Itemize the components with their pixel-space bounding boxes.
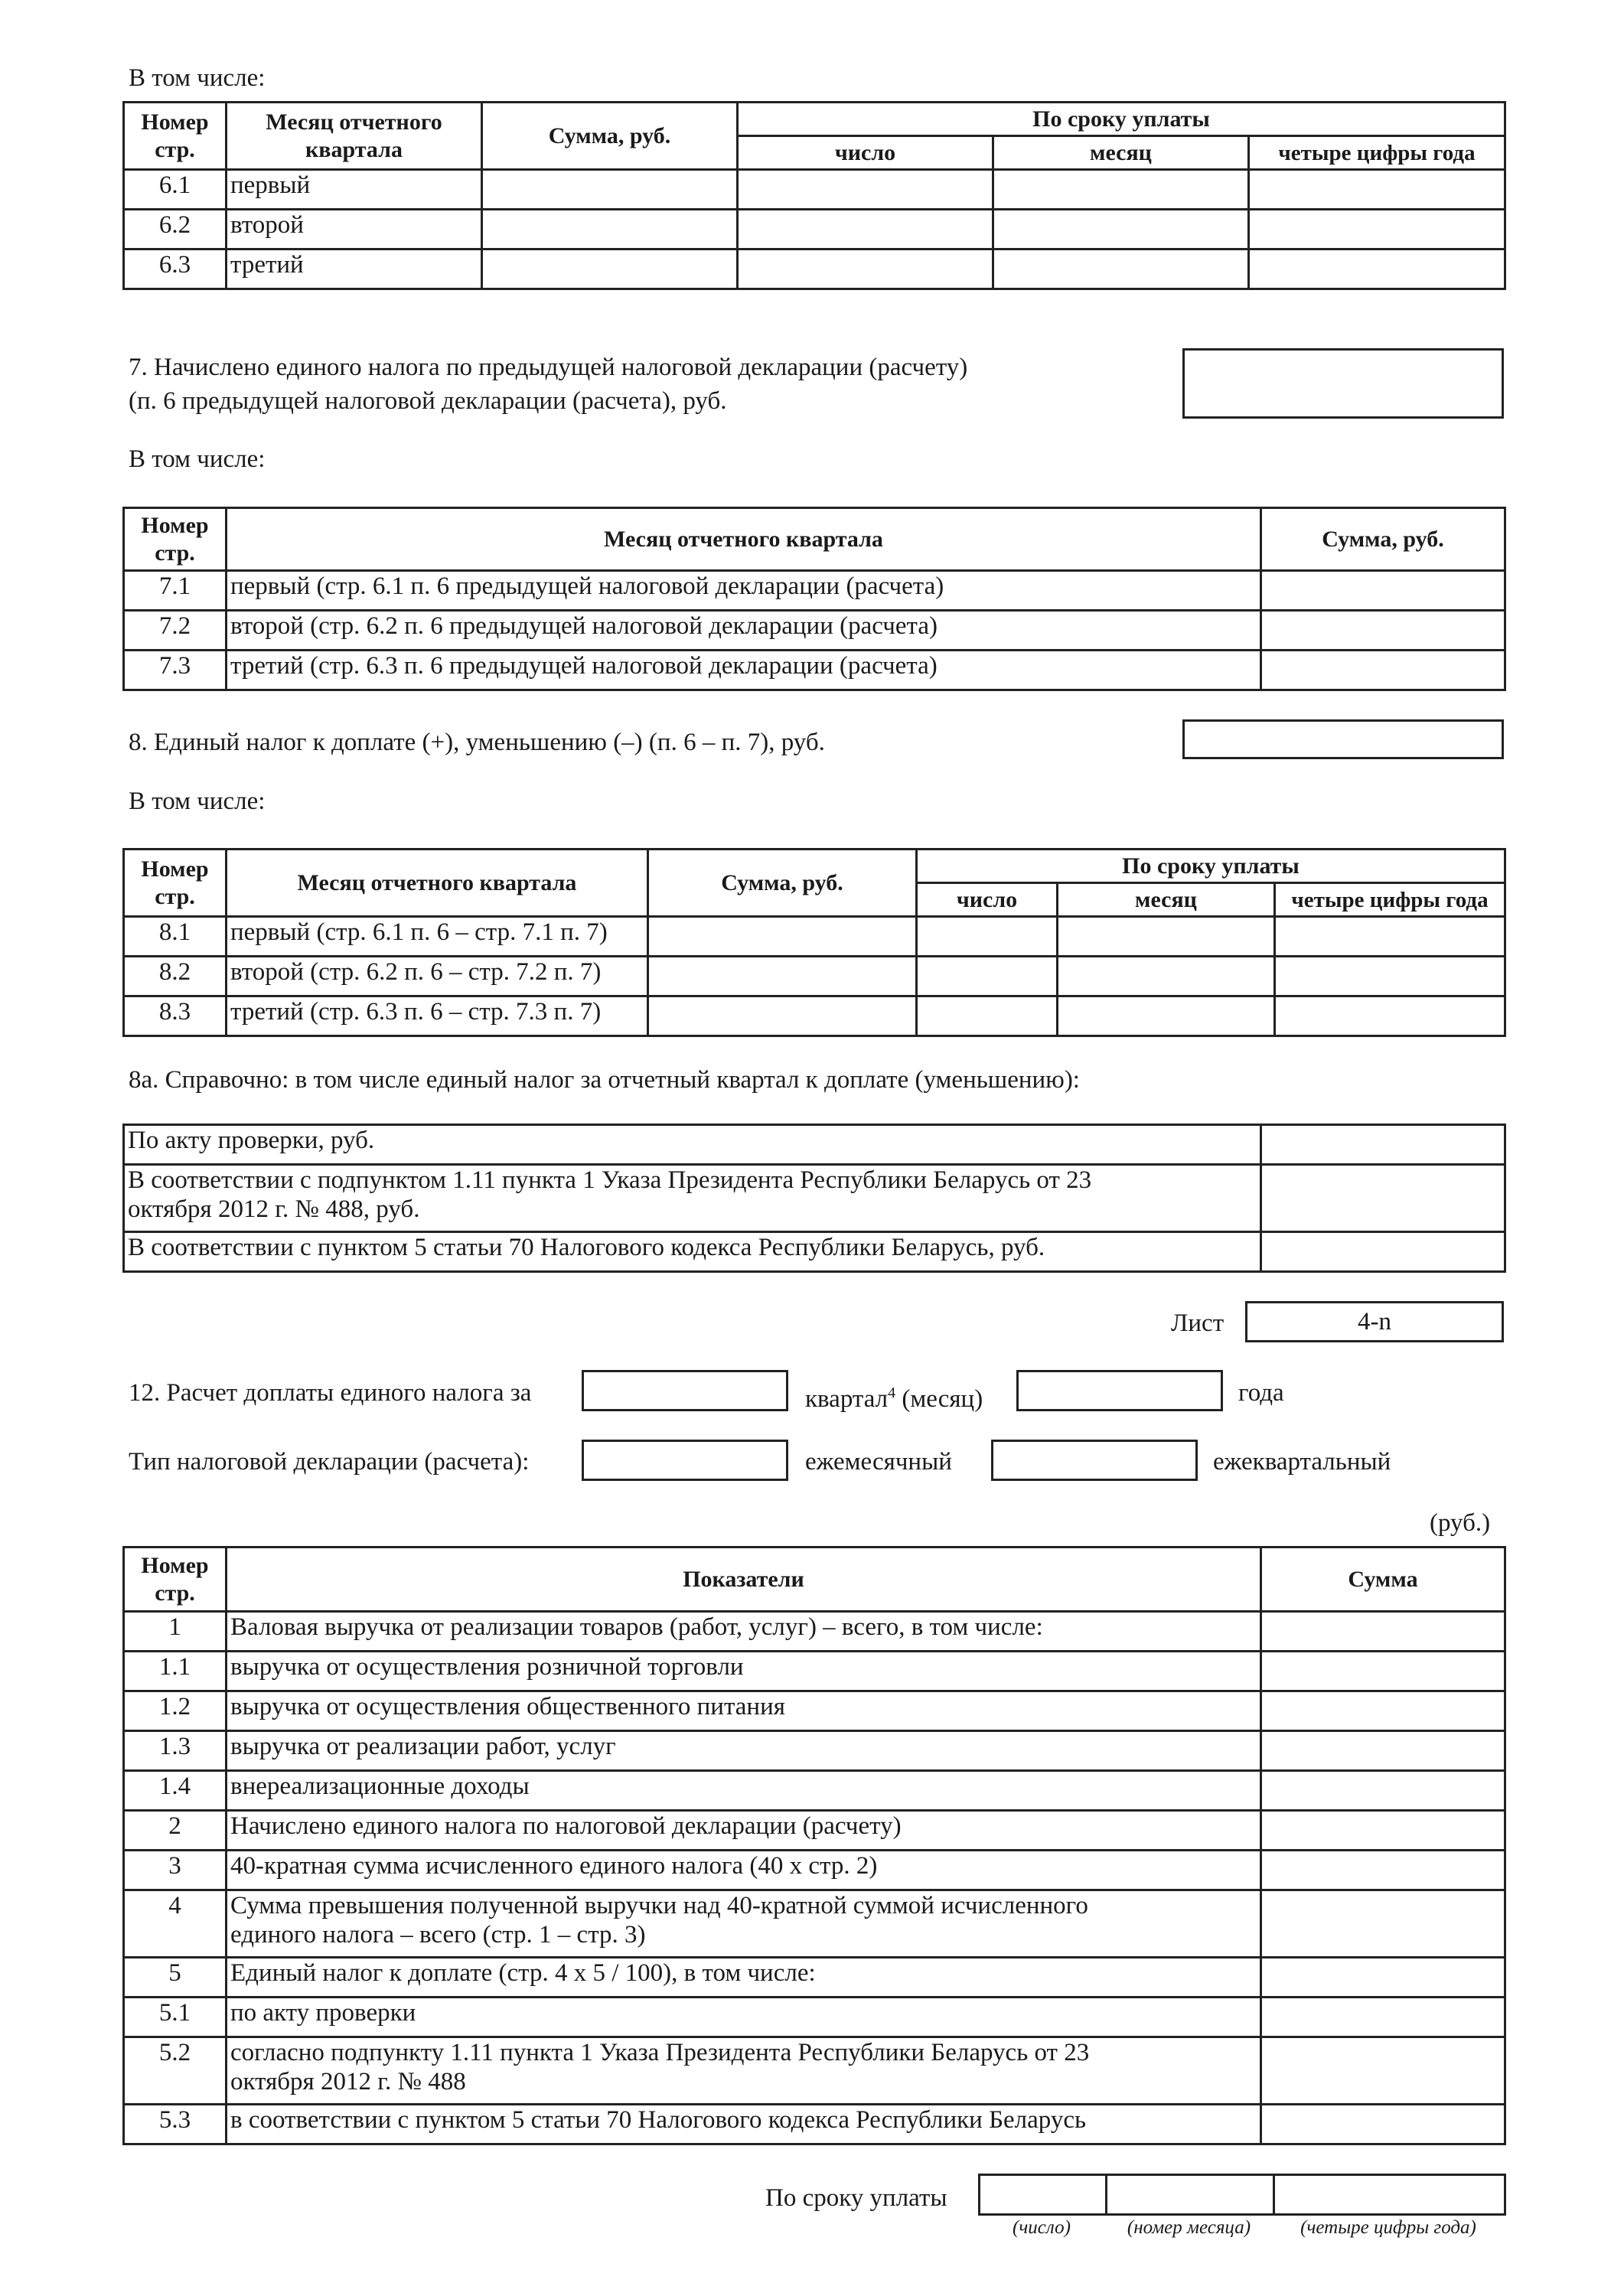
header-mon: месяц <box>1058 883 1275 917</box>
header-year: четыре цифры года <box>1249 136 1505 170</box>
monthly-checkbox[interactable] <box>582 1440 788 1481</box>
sum-cell[interactable] <box>1261 1652 1505 1691</box>
section6-incl-label: В том числе: <box>129 64 266 92</box>
row-num: 5.1 <box>124 1998 227 2037</box>
sum-cell[interactable] <box>1261 611 1505 651</box>
row-num: 5.2 <box>124 2037 227 2105</box>
row-num: 7.3 <box>124 651 227 690</box>
row-num: 5 <box>124 1958 227 1998</box>
sum-cell[interactable] <box>1261 1851 1505 1890</box>
section7-total-field[interactable] <box>1182 348 1504 419</box>
month-cell[interactable] <box>993 249 1249 289</box>
header-sum: Сумма, руб. <box>482 103 738 170</box>
section8a-table <box>122 1124 1506 1273</box>
header-month: Месяц отчетного квартала <box>227 508 1261 571</box>
unit-label: (руб.) <box>1430 1509 1491 1537</box>
row-num: 7.1 <box>124 571 227 611</box>
day-cell[interactable] <box>738 170 993 210</box>
section7-table <box>122 507 1506 691</box>
sum-cell[interactable] <box>482 249 738 289</box>
quarterly-label: ежеквартальный <box>1213 1448 1391 1476</box>
section8-incl-label: В том числе: <box>129 788 266 815</box>
row-num: 1 <box>124 1612 227 1652</box>
footnote-marker: 4 <box>888 1384 896 1401</box>
table-row <box>124 1125 1505 1165</box>
table-row <box>124 1811 1505 1851</box>
row-label-line1: По акту проверки, руб. <box>128 1127 375 1154</box>
year-cell[interactable] <box>1275 957 1505 996</box>
table-row <box>124 957 1505 996</box>
day-cell[interactable] <box>738 210 993 249</box>
row-label <box>124 1125 1261 1165</box>
row-num: 3 <box>124 1851 227 1890</box>
year-cell[interactable] <box>1275 996 1505 1036</box>
section12-table <box>122 1546 1506 2145</box>
table-row <box>124 996 1505 1036</box>
table-row <box>124 1232 1505 1272</box>
due-label: По сроку уплаты <box>765 2184 947 2212</box>
monthly-label: ежемесячный <box>805 1448 952 1476</box>
day-cell[interactable] <box>917 917 1058 957</box>
sum-cell[interactable] <box>1261 1125 1505 1165</box>
header-year: четыре цифры года <box>1275 883 1505 917</box>
row-label: Валовая выручка от реализации товаров (работ, услуг) – всего, в том числе: <box>227 1612 1261 1652</box>
sum-cell[interactable] <box>1261 2037 1505 2105</box>
table-row <box>124 1612 1505 1652</box>
due-month-field[interactable] <box>1107 2175 1274 2215</box>
month-cell[interactable] <box>993 210 1249 249</box>
due-year-note: (четыре цифры года) <box>1300 2217 1476 2238</box>
header-due: По сроку уплаты <box>738 103 1505 136</box>
row-label <box>227 1890 1261 1958</box>
row-num: 6.2 <box>124 210 227 249</box>
row-label-line1: В соответствии с пунктом 5 статьи 70 Налогового кодекса Республики Беларусь, руб. <box>128 1234 1045 1261</box>
row-num: 4 <box>124 1890 227 1958</box>
section7-incl-label: В том числе: <box>129 445 266 473</box>
row-label-line1: В соответствии с подпунктом 1.11 пункта 1 Указа Президента Республики Беларусь от 23 <box>128 1166 1092 1194</box>
row-label: третий (стр. 6.3 п. 6 предыдущей налоговой декларации (расчета) <box>227 651 1261 690</box>
sum-cell[interactable] <box>1261 1998 1505 2037</box>
row-label: в соответствии с пунктом 5 статьи 70 Налогового кодекса Республики Беларусь <box>227 2105 1261 2144</box>
row-label: первый (стр. 6.1 п. 6 – стр. 7.1 п. 7) <box>227 917 648 957</box>
header-sum: Сумма, руб. <box>648 850 917 917</box>
year-cell[interactable] <box>1249 210 1505 249</box>
decl-type-label: Тип налоговой декларации (расчета): <box>129 1448 530 1476</box>
year-cell[interactable] <box>1249 170 1505 210</box>
table-row <box>124 917 1505 957</box>
header-num <box>124 103 227 170</box>
due-year-field[interactable] <box>1274 2175 1505 2215</box>
sheet-number: 4-n <box>1245 1301 1504 1342</box>
section8a-title: 8а. Справочно: в том числе единый налог за отчетный квартал к доплате (уменьшению): <box>129 1066 1080 1094</box>
year-field[interactable] <box>1016 1370 1223 1411</box>
quarter-label <box>805 1378 983 1414</box>
month-cell[interactable] <box>1058 996 1275 1036</box>
row-num: 1.3 <box>124 1731 227 1771</box>
header-day: число <box>738 136 993 170</box>
sum-cell[interactable] <box>1261 571 1505 611</box>
row-label: первый <box>227 170 482 210</box>
table-row <box>124 2105 1505 2144</box>
row-label-line2: октября 2012 г. № 488, руб. <box>128 1195 420 1223</box>
section8-title: 8. Единый налог к доплате (+), уменьшению (–) (п. 6 – п. 7), руб. <box>129 729 825 756</box>
quarter-suffix: (месяц) <box>895 1385 983 1413</box>
header-month <box>227 103 482 170</box>
table-row <box>124 1958 1505 1998</box>
row-label: Единый налог к доплате (стр. 4 х 5 / 100), в том числе: <box>227 1958 1261 1998</box>
quarterly-checkbox[interactable] <box>991 1440 1198 1481</box>
row-label: второй (стр. 6.2 п. 6 предыдущей налоговой декларации (расчета) <box>227 611 1261 651</box>
sum-cell[interactable] <box>1261 1612 1505 1652</box>
sum-cell[interactable] <box>648 996 917 1036</box>
quarter-label-text: квартал <box>805 1385 889 1413</box>
row-num: 7.2 <box>124 611 227 651</box>
row-num: 2 <box>124 1811 227 1851</box>
table-row <box>124 1691 1505 1731</box>
year-cell[interactable] <box>1249 249 1505 289</box>
header-indicators: Показатели <box>227 1548 1261 1612</box>
due-day-field[interactable] <box>980 2175 1107 2215</box>
table-row <box>124 210 1505 249</box>
day-cell[interactable] <box>917 957 1058 996</box>
header-num: Номер стр. <box>124 850 227 917</box>
table-row <box>124 2037 1505 2105</box>
section8-table <box>122 848 1506 1037</box>
due-month-note: (номер месяца) <box>1127 2217 1251 2238</box>
table-row <box>124 1165 1505 1232</box>
section7-line1: 7. Начислено единого налога по предыдущей налоговой декларации (расчету) <box>129 354 968 381</box>
table-row <box>124 1771 1505 1811</box>
header-num: Номер стр. <box>124 508 227 571</box>
sum-cell[interactable] <box>1261 1232 1505 1272</box>
sum-cell[interactable] <box>648 917 917 957</box>
row-label-line2: октября 2012 г. № 488 <box>230 2068 466 2095</box>
table-row <box>124 170 1505 210</box>
header-num: Номер стр. <box>124 1548 227 1612</box>
year-label: года <box>1238 1379 1284 1407</box>
sum-cell[interactable] <box>1261 2105 1505 2144</box>
sum-cell[interactable] <box>482 170 738 210</box>
row-num: 8.3 <box>124 996 227 1036</box>
row-num: 6.1 <box>124 170 227 210</box>
row-num: 8.2 <box>124 957 227 996</box>
day-cell[interactable] <box>738 249 993 289</box>
row-label: Начислено единого налога по налоговой декларации (расчету) <box>227 1811 1261 1851</box>
row-label: третий (стр. 6.3 п. 6 – стр. 7.3 п. 7) <box>227 996 648 1036</box>
row-label: первый (стр. 6.1 п. 6 предыдущей налоговой декларации (расчета) <box>227 571 1261 611</box>
header-sum: Сумма <box>1261 1548 1505 1612</box>
row-label: второй (стр. 6.2 п. 6 – стр. 7.2 п. 7) <box>227 957 648 996</box>
header-due: По сроку уплаты <box>917 850 1505 883</box>
row-label: 40-кратная сумма исчисленного единого налога (40 х стр. 2) <box>227 1851 1261 1890</box>
month-cell[interactable] <box>1058 917 1275 957</box>
header-num-text: Номер стр. <box>141 109 209 162</box>
month-cell[interactable] <box>1058 957 1275 996</box>
table-row <box>124 1998 1505 2037</box>
sum-cell[interactable] <box>1261 1890 1505 1958</box>
due-date-fields <box>978 2174 1506 2216</box>
sum-cell[interactable] <box>1261 1731 1505 1771</box>
row-num: 1.2 <box>124 1691 227 1731</box>
row-label-line2: единого налога – всего (стр. 1 – стр. 3) <box>230 1921 646 1949</box>
quarter-field[interactable] <box>582 1370 788 1411</box>
row-label: внереализационные доходы <box>227 1771 1261 1811</box>
row-label-line1: Сумма превышения полученной выручки над 40-кратной суммой исчисленного <box>230 1892 1088 1919</box>
row-num: 1.1 <box>124 1652 227 1691</box>
table-row <box>124 611 1505 651</box>
header-day: число <box>917 883 1058 917</box>
row-num: 5.3 <box>124 2105 227 2144</box>
month-cell[interactable] <box>993 170 1249 210</box>
section6-table <box>122 101 1506 290</box>
table-row <box>124 1890 1505 1958</box>
sum-cell[interactable] <box>482 210 738 249</box>
header-month-text: Месяц отчетного квартала <box>266 109 442 162</box>
sum-cell[interactable] <box>1261 1691 1505 1731</box>
row-label: второй <box>227 210 482 249</box>
sum-cell[interactable] <box>648 957 917 996</box>
row-label: третий <box>227 249 482 289</box>
row-num: 8.1 <box>124 917 227 957</box>
row-num: 6.3 <box>124 249 227 289</box>
sum-cell[interactable] <box>1261 1165 1505 1232</box>
row-label: по акту проверки <box>227 1998 1261 2037</box>
header-month: Месяц отчетного квартала <box>227 850 648 917</box>
row-label-line1: согласно подпункту 1.11 пункта 1 Указа Президента Республики Беларусь от 23 <box>230 2039 1090 2066</box>
table-row <box>124 249 1505 289</box>
table-row <box>124 651 1505 690</box>
row-label: выручка от реализации работ, услуг <box>227 1731 1261 1771</box>
section12-title: 12. Расчет доплаты единого налога за <box>129 1379 532 1407</box>
sum-cell[interactable] <box>1261 1958 1505 1998</box>
sum-cell[interactable] <box>1261 1771 1505 1811</box>
row-label <box>227 2037 1261 2105</box>
table-row <box>124 1731 1505 1771</box>
header-sum: Сумма, руб. <box>1261 508 1505 571</box>
sheet-label: Лист <box>1171 1309 1225 1337</box>
table-row <box>124 1851 1505 1890</box>
day-cell[interactable] <box>917 996 1058 1036</box>
row-label: выручка от осуществления общественного питания <box>227 1691 1261 1731</box>
row-label: выручка от осуществления розничной торговли <box>227 1652 1261 1691</box>
section7-line2: (п. 6 предыдущей налоговой декларации (расчета), руб. <box>129 387 727 415</box>
sum-cell[interactable] <box>1261 651 1505 690</box>
header-mon: месяц <box>993 136 1249 170</box>
table-row <box>124 1652 1505 1691</box>
table-row <box>124 571 1505 611</box>
row-num: 1.4 <box>124 1771 227 1811</box>
row-label <box>124 1165 1261 1232</box>
row-label <box>124 1232 1261 1272</box>
year-cell[interactable] <box>1275 917 1505 957</box>
due-day-note: (число) <box>1013 2217 1071 2238</box>
sum-cell[interactable] <box>1261 1811 1505 1851</box>
section8-total-field[interactable] <box>1182 719 1504 759</box>
